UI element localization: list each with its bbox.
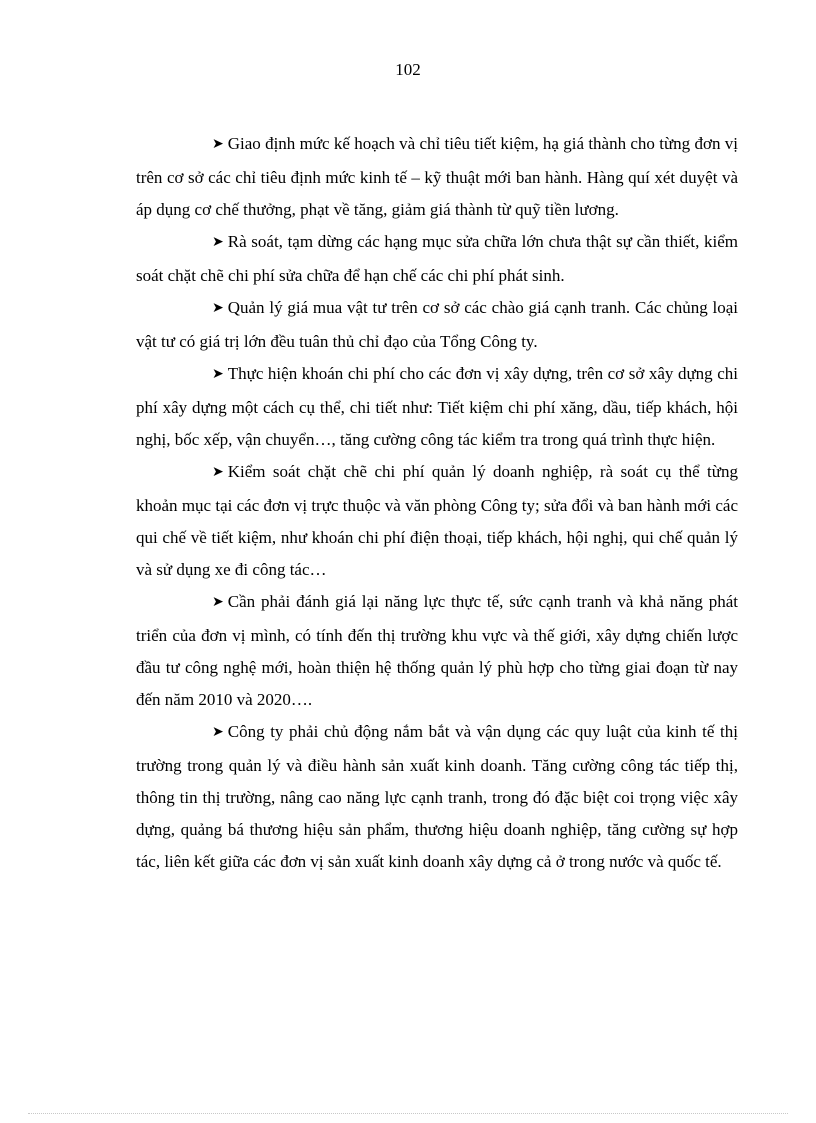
arrowhead-right-icon: ➤ (212, 725, 224, 740)
arrowhead-right-icon: ➤ (212, 367, 224, 382)
bullet-paragraph (136, 128, 738, 226)
paragraph-text: Công ty phải chủ động nắm bắt và vận dụng các quy luật của kinh tế thị trường trong quản lý và điều hành sản xuất kinh doanh. Tăng cường công tác tiếp thị, thông tin thị trường, nâng cao năng lực cạnh tranh, trong đó đặc biệt coi trọng việc xây dựng, quảng bá thương hiệu sản phẩm, thương hiệu doanh nghiệp, tăng cường sự hợp tác, liên kết giữa các đơn vị sản xuất kinh doanh xây dựng cả ở trong nước và quốc tế. (136, 722, 738, 871)
arrowhead-right-icon: ➤ (212, 137, 224, 152)
arrowhead-right-icon: ➤ (212, 301, 224, 316)
bullet-paragraph (136, 226, 738, 292)
document-body (136, 128, 738, 878)
arrowhead-right-icon: ➤ (212, 595, 224, 610)
paragraph-text: Cần phải đánh giá lại năng lực thực tế, sức cạnh tranh và khả năng phát triển của đơn vị mình, có tính đến thị trường khu vực và thế giới, xây dựng chiến lược đầu tư công nghệ mới, hoàn thiện hệ thống quản lý phù hợp cho từng giai đoạn từ nay đến năm 2010 và 2020…. (136, 592, 738, 709)
paragraph-text: Kiểm soát chặt chẽ chi phí quản lý doanh nghiệp, rà soát cụ thể từng khoản mục tại các đơn vị trực thuộc và văn phòng Công ty; sửa đổi và ban hành mới các qui chế về tiết kiệm, như khoán chi phí điện thoại, tiếp khách, hội nghị, qui chế quản lý và sử dụng xe đi công tác… (136, 462, 738, 579)
paragraph-text: Thực hiện khoán chi phí cho các đơn vị xây dựng, trên cơ sở xây dựng chi phí xây dựng một cách cụ thể, chi tiết như: Tiết kiệm chi phí xăng, dầu, tiếp khách, hội nghị, bốc xếp, vận chuyển…, tăng cường công tác kiểm tra trong quá trình thực hiện. (136, 364, 738, 449)
arrowhead-right-icon: ➤ (212, 465, 224, 480)
paragraph-text: Rà soát, tạm dừng các hạng mục sửa chữa lớn chưa thật sự cần thiết, kiểm soát chặt chẽ chi phí sửa chữa để hạn chế các chi phí phát sinh. (136, 232, 738, 285)
paragraph-text: Quản lý giá mua vật tư trên cơ sở các chào giá cạnh tranh. Các chủng loại vật tư có giá trị lớn đều tuân thủ chỉ đạo của Tổng Công ty. (136, 298, 738, 351)
page-number: 102 (395, 60, 421, 79)
bullet-paragraph (136, 358, 738, 456)
paragraph-text: Giao định mức kế hoạch và chỉ tiêu tiết kiệm, hạ giá thành cho từng đơn vị trên cơ sở các chỉ tiêu định mức kinh tế – kỹ thuật mới ban hành. Hàng quí xét duyệt và áp dụng cơ chế thưởng, phạt về tăng, giảm giá thành từ quỹ tiền lương. (136, 134, 738, 219)
bullet-paragraph (136, 292, 738, 358)
bullet-paragraph (136, 716, 738, 878)
arrowhead-right-icon: ➤ (212, 235, 224, 250)
bullet-paragraph (136, 586, 738, 716)
page-bottom-border (28, 1113, 788, 1114)
bullet-paragraph (136, 456, 738, 586)
